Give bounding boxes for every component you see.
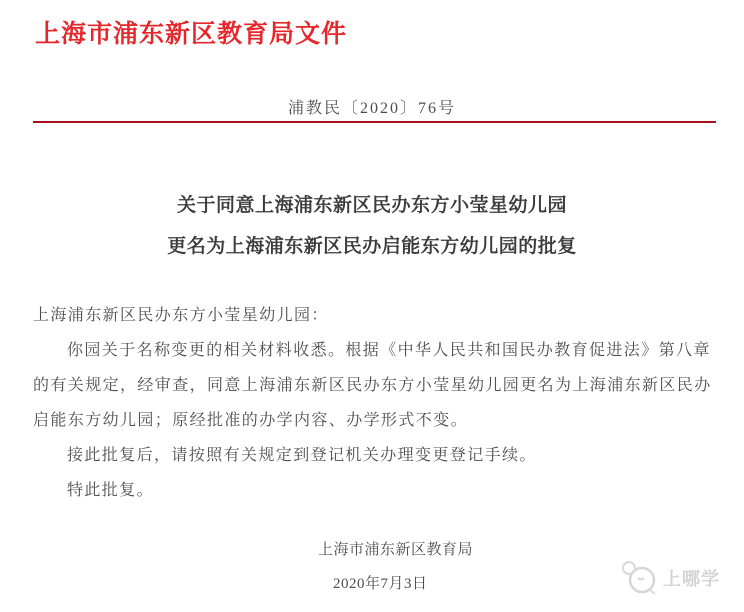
document-title-line-1: 关于同意上海浦东新区民办东方小莹星幼儿园 [176,195,567,216]
body-paragraph-line: 接此批复后，请按照有关规定到登记机关办理变更登记手续。 [67,447,537,464]
body-closing-line: 特此批复。 [67,482,155,499]
body-paragraph-line: 的有关规定，经审查，同意上海浦东新区民办东方小莹星幼儿园更名为上海浦东新区民办 [33,377,712,394]
signature-date: 2020年7月3日 [333,576,428,592]
body-paragraph-line: 你园关于名称变更的相关材料收悉。根据《中华人民共和国民办教育促进法》第八章 [67,342,711,359]
document-title-line-2: 更名为上海浦东新区民办启能东方幼儿园的批复 [167,236,577,257]
watermark [620,560,720,596]
document-title [0,194,744,259]
watermark-label: 上哪学 [663,569,720,589]
body-paragraph-line: 启能东方幼儿园；原经批准的办学内容、办学形式不变。 [33,412,469,429]
mascot-logo-icon [620,560,658,596]
letterhead-divider-rule [33,121,716,123]
letterhead-title: 上海市浦东新区教育局文件 [35,21,348,48]
document-body [33,298,717,508]
body-salutation-line: 上海浦东新区民办东方小莹星幼儿园： [33,307,329,324]
signature-organization: 上海市浦东新区教育局 [318,542,474,558]
document-number: 浦教民〔2020〕76号 [287,100,456,117]
